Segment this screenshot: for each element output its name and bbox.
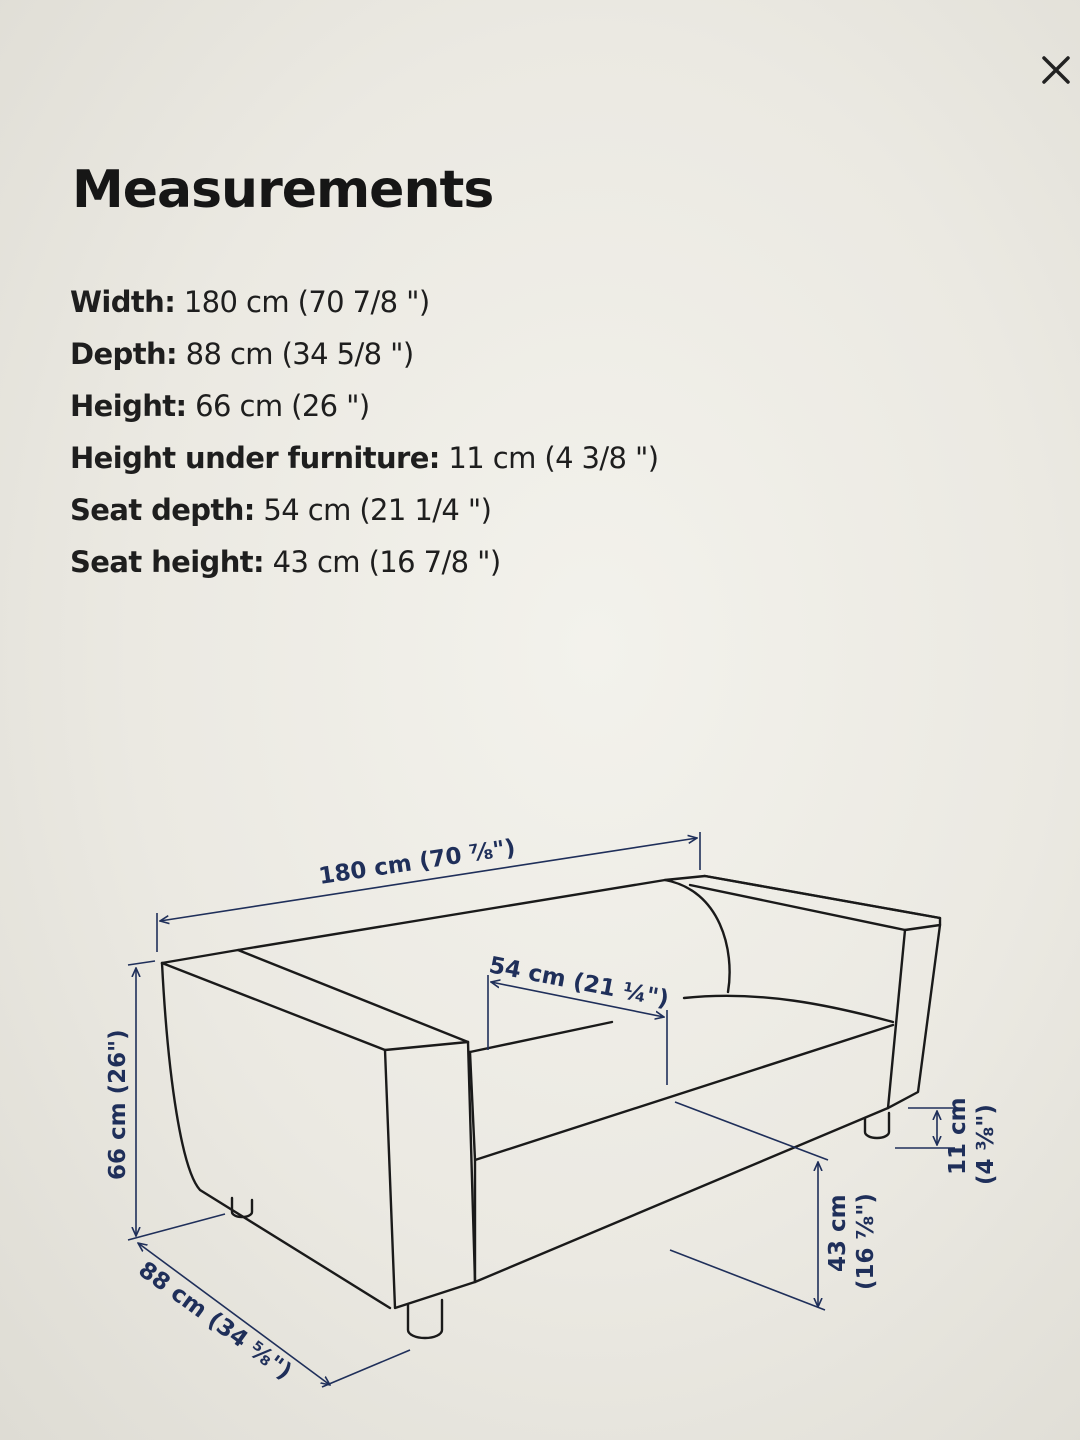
measurement-value: 66 cm (26 ") (195, 389, 370, 423)
measurement-list (70, 280, 658, 592)
sofa-dimension-diagram (0, 780, 1080, 1440)
measurement-value: 180 cm (70 7/8 ") (183, 285, 430, 319)
measurement-height (70, 384, 658, 436)
seat-depth-dimension-label: 54 cm (21 ¼") (486, 952, 671, 1013)
measurement-value: 11 cm (4 3/8 ") (448, 441, 659, 475)
under-furniture-dimension-label-cm: 11 cm (945, 1097, 971, 1175)
measurement-seat-depth (70, 488, 658, 540)
measurement-depth (70, 332, 658, 384)
measurement-label: Width: (70, 285, 176, 319)
close-icon (1036, 50, 1076, 90)
seat-height-dimension-label-cm: 43 cm (825, 1194, 851, 1272)
height-dimension-label: 66 cm (26") (105, 1029, 131, 1180)
measurement-width (70, 280, 658, 332)
measurement-value: 54 cm (21 1/4 ") (263, 493, 492, 527)
sofa-illustration (162, 876, 940, 1338)
measurement-height-under-furniture (70, 436, 658, 488)
close-button[interactable] (1036, 50, 1076, 90)
measurement-seat-height (70, 540, 658, 592)
measurement-value: 88 cm (34 5/8 ") (185, 337, 414, 371)
measurement-label: Depth: (70, 337, 178, 371)
width-dimension-label: 180 cm (70 ⅞") (317, 834, 518, 890)
seat-height-dimension-label-in: (16 ⅞") (853, 1193, 879, 1290)
page-title: Measurements (72, 160, 494, 220)
under-furniture-dimension-label-in: (4 ⅜") (973, 1104, 999, 1185)
measurement-label: Seat height: (70, 545, 265, 579)
measurement-label: Height: (70, 389, 187, 423)
measurement-label: Height under furniture: (70, 441, 440, 475)
measurement-value: 43 cm (16 7/8 ") (272, 545, 501, 579)
depth-dimension-label: 88 cm (34 ⅝") (133, 1256, 297, 1386)
measurement-label: Seat depth: (70, 493, 255, 527)
